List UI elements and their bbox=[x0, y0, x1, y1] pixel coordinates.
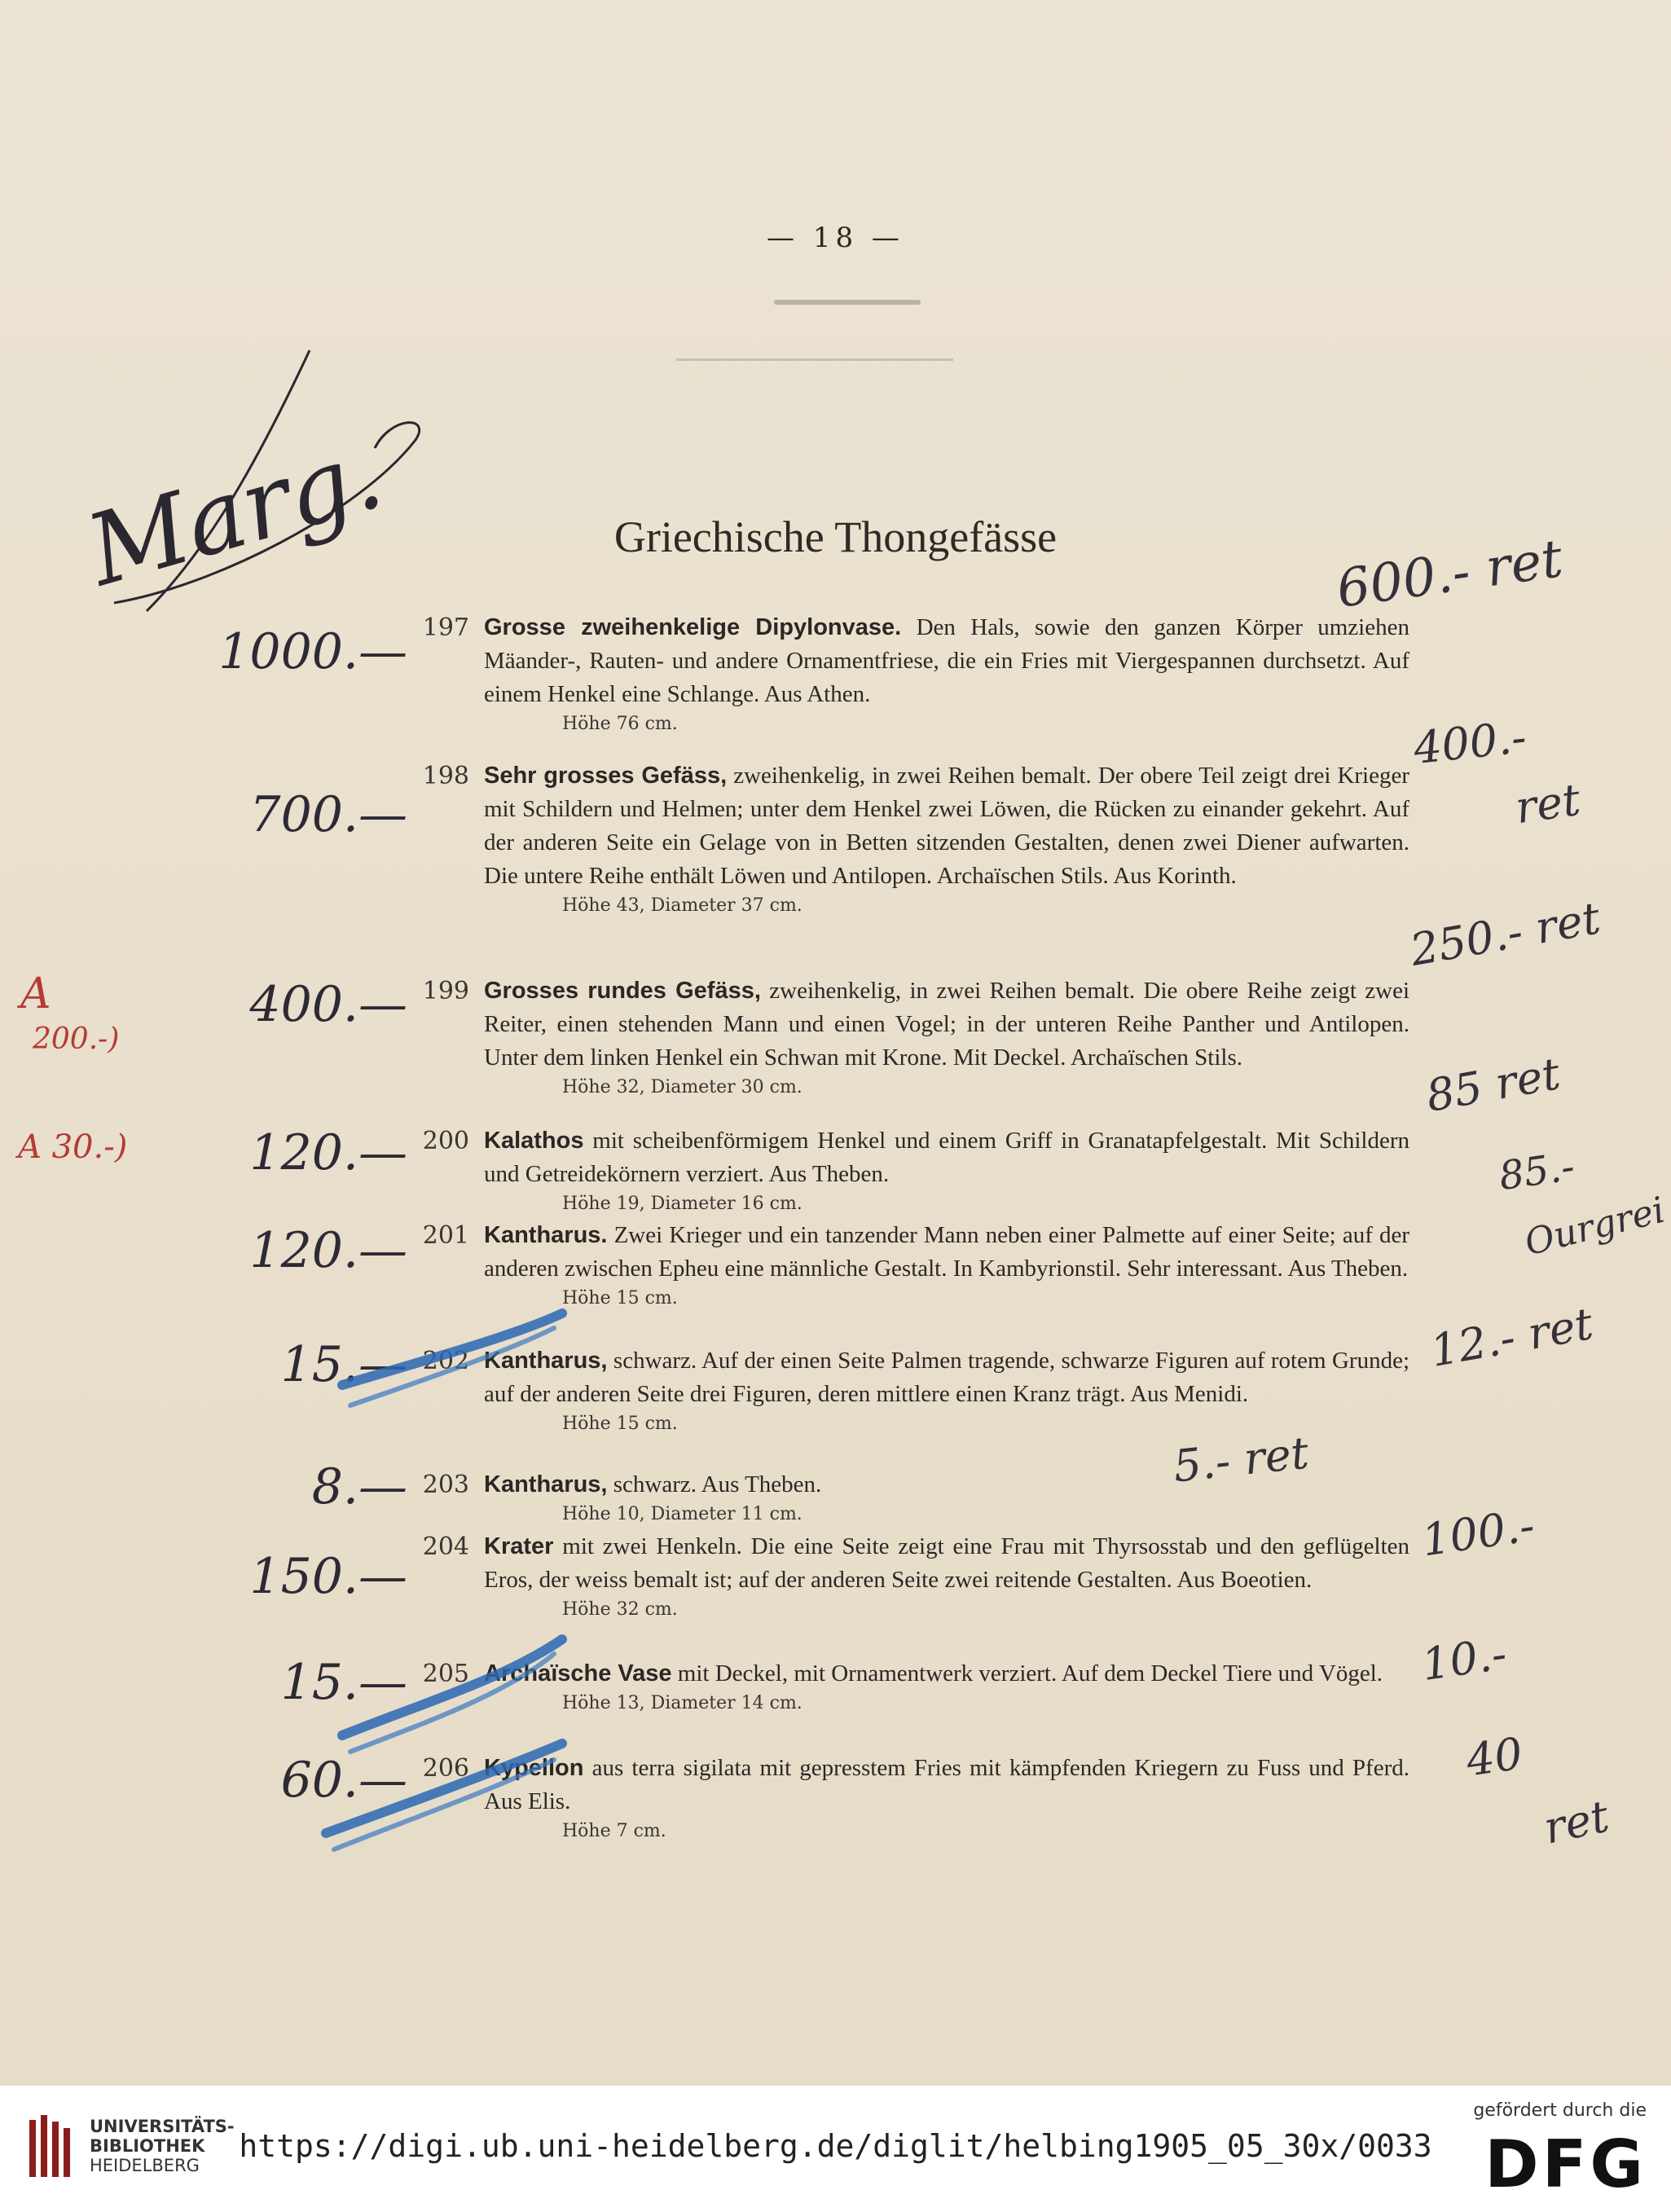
lot-description: schwarz. Aus Theben. bbox=[607, 1471, 822, 1497]
lot-number: 202 bbox=[422, 1347, 469, 1375]
lot-description: Zwei Krieger und ein tanzender Mann neben einer Palmette auf einer Seite; auf der anderen zwischen Epheu eine männliche Gestalt. In Kambyrionstil. Sehr interessant. Aus Theben. bbox=[484, 1222, 1409, 1282]
lot-number: 205 bbox=[422, 1660, 469, 1688]
lot-description: zweihenkelig, in zwei Reihen bemalt. Die obere Reihe zeigt zwei Reiter, einen stehenden Mann und einen Vogel; in der unteren Reihe Panther und Antilopen. Unter dem linken Henkel ein Schwan mit Krone. Mit Deckel. Archaïschen Stils. bbox=[484, 978, 1409, 1071]
handwritten-price: 1000.— bbox=[218, 623, 407, 680]
handwritten-note: ret bbox=[1539, 1790, 1614, 1854]
lot-dimensions: Höhe 43, Diameter 37 cm. bbox=[562, 895, 803, 916]
red-note: A bbox=[20, 970, 51, 1018]
handwritten-note: 85 ret bbox=[1422, 1048, 1564, 1122]
handwritten-note: 5.- ret bbox=[1171, 1427, 1312, 1493]
section-heading: Griechische Thongefässe bbox=[613, 512, 1058, 561]
lot-dimensions: Höhe 76 cm. bbox=[562, 714, 678, 734]
lot-title: Kypellon bbox=[484, 1755, 584, 1781]
handwritten-price: 700.— bbox=[249, 786, 407, 843]
lot-title: Grosse zweihenkelige Dipylonvase. bbox=[484, 614, 902, 640]
handwritten-note: 12.- ret bbox=[1427, 1298, 1597, 1377]
handwritten-note: 100.- bbox=[1418, 1499, 1538, 1567]
lot-description: mit scheibenförmigem Henkel und einem Griff in Granatapfelgestalt. Mit Schildern und Getreidekörnern verziert. Aus Theben. bbox=[484, 1128, 1409, 1187]
handwritten-price: 120.— bbox=[249, 1124, 407, 1181]
lot-description: zweihenkelig, in zwei Reihen bemalt. Der obere Teil zeigt drei Krieger mit Schildern und Helmen; unter dem Henkel zwei Löwen, die Rücken zu einander gekehrt. Auf der anderen Seite ein Gelage von in Betten sitzenden Gestalten, denen zwei Diener aufwarten. Die untere Reihe enthält Löwen und Antilopen. Archaïschen Stils. Aus Korinth. bbox=[484, 763, 1409, 889]
lot-number: 201 bbox=[422, 1221, 469, 1250]
lot-description: mit Deckel, mit Ornamentwerk verziert. Auf dem Deckel Tiere und Vögel. bbox=[671, 1660, 1383, 1686]
handwritten-price: 8.— bbox=[311, 1458, 407, 1515]
lot-description: schwarz. Auf der einen Seite Palmen tragende, schwarze Figuren auf rotem Grunde; auf der anderen Seite drei Figuren, deren mittlere einen Kranz trägt. Aus Menidi. bbox=[484, 1348, 1409, 1407]
lot-number: 204 bbox=[422, 1533, 469, 1561]
lot-title: Grosses rundes Gefäss, bbox=[484, 978, 761, 1004]
handwritten-price: 15.— bbox=[280, 1336, 407, 1393]
lot-dimensions: Höhe 32 cm. bbox=[562, 1599, 678, 1620]
lot-number: 199 bbox=[422, 977, 469, 1005]
lot-description: Den Hals, sowie den ganzen Körper umziehen Mäander-, Rauten- und andere Ornamentfriese, die ein Fries mit Viergespannen durchsetzt. Auf einem Henkel eine Schlange. Aus Athen. bbox=[484, 614, 1409, 707]
lot-title: Kantharus. bbox=[484, 1222, 608, 1248]
lot-number: 206 bbox=[422, 1754, 469, 1783]
lot-dimensions: Höhe 10, Diameter 11 cm. bbox=[562, 1504, 803, 1524]
lot-description: mit zwei Henkeln. Die eine Seite zeigt eine Frau mit Thyrsosstab und den geflügelten Eros, der weiss bemalt ist; auf der anderen Seite zwei reitende Gestalten. Aus Boeotien. bbox=[484, 1533, 1409, 1593]
dfg-logo: DFG bbox=[1484, 2126, 1647, 2202]
handwritten-price: 400.— bbox=[249, 976, 407, 1033]
lot-title: Kantharus, bbox=[484, 1348, 608, 1374]
handwritten-note: 10.- bbox=[1418, 1628, 1510, 1691]
library-name: UNIVERSITÄTS- BIBLIOTHEK HEIDELBERG bbox=[90, 2117, 235, 2175]
lot-number: 203 bbox=[422, 1471, 469, 1499]
lot-number: 198 bbox=[422, 762, 469, 790]
handwritten-marg: Marg. bbox=[75, 417, 394, 609]
handwritten-note: 400.- bbox=[1411, 710, 1529, 775]
lot-number: 200 bbox=[422, 1127, 469, 1155]
handwritten-note: Ourgrei bbox=[1520, 1189, 1669, 1264]
lot-dimensions: Höhe 15 cm. bbox=[562, 1414, 678, 1434]
handwritten-note: 600.- ret bbox=[1333, 528, 1567, 621]
lot-title: Archaïsche Vase bbox=[484, 1660, 672, 1686]
handwritten-note: 250.- ret bbox=[1406, 892, 1604, 976]
lot-title: Kantharus, bbox=[484, 1471, 608, 1497]
page-number: — 18 — bbox=[767, 222, 904, 254]
lot-number: 197 bbox=[422, 613, 469, 642]
lot-dimensions: Höhe 32, Diameter 30 cm. bbox=[562, 1077, 803, 1097]
lot-description: aus terra sigilata mit gepresstem Fries mit kämpfenden Kriegern zu Fuss und Pferd. Aus Elis. bbox=[484, 1755, 1409, 1814]
lot-title: Kalathos bbox=[484, 1128, 584, 1154]
lot-dimensions: Höhe 15 cm. bbox=[562, 1288, 678, 1308]
lot-dimensions: Höhe 7 cm. bbox=[562, 1821, 666, 1841]
red-note: 200.-) bbox=[33, 1022, 120, 1056]
lot-dimensions: Höhe 13, Diameter 14 cm. bbox=[562, 1693, 803, 1713]
handwritten-note: ret bbox=[1512, 773, 1584, 834]
handwritten-note: 85.- bbox=[1496, 1143, 1578, 1200]
lot-title: Sehr grosses Gefäss, bbox=[484, 763, 728, 789]
lot-dimensions: Höhe 19, Diameter 16 cm. bbox=[562, 1194, 803, 1214]
handwritten-price: 15.— bbox=[280, 1654, 407, 1711]
footer-bar bbox=[0, 2086, 1671, 2212]
funding-label: gefördert durch die bbox=[1473, 2100, 1647, 2121]
handwritten-price: 120.— bbox=[249, 1222, 407, 1279]
handwritten-note: 40 bbox=[1462, 1727, 1526, 1787]
lot-title: Krater bbox=[484, 1533, 554, 1559]
handwritten-price: 60.— bbox=[280, 1752, 407, 1809]
red-note: A 30.-) bbox=[18, 1128, 128, 1166]
handwritten-price: 150.— bbox=[249, 1548, 407, 1605]
permalink[interactable]: https://digi.ub.uni-heidelberg.de/diglit/helbing1905_05_30x/0033 bbox=[239, 2128, 1432, 2164]
